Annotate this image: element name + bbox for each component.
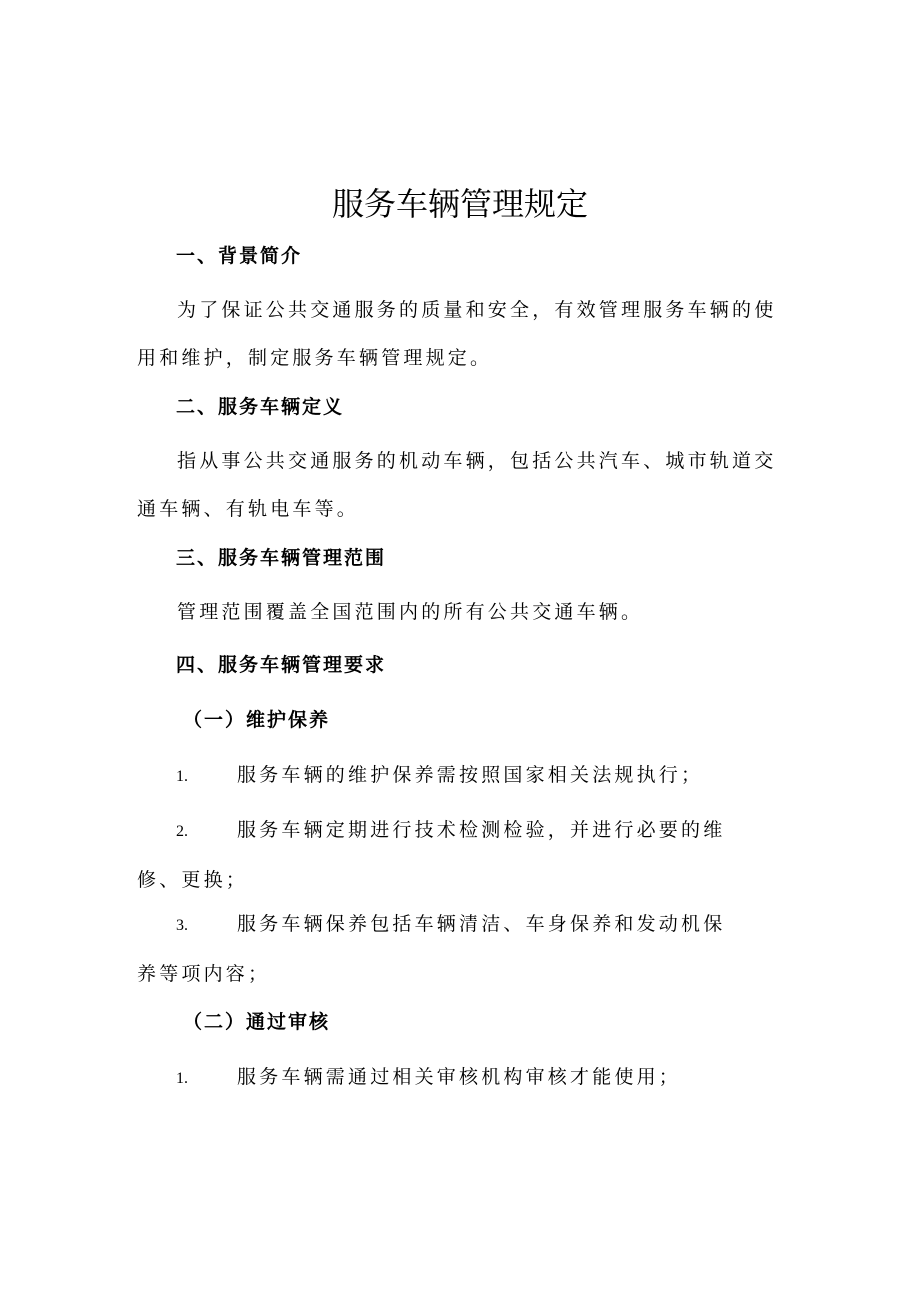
section-heading-background: 一、背景简介 (176, 245, 303, 267)
subsection-heading-review: （二）通过审核 (183, 1011, 331, 1033)
list-item (137, 751, 747, 801)
list-item-text: 服务车辆需通过相关审核机构审核才能使用； (237, 1066, 682, 1088)
section-paragraph-definition: 指从事公共交通服务的机动车辆，包括公共汽车、城市轨道交通车辆、有轨电车等。 (137, 450, 777, 520)
section-heading-scope: 三、服务车辆管理范围 (176, 547, 387, 569)
list-item (137, 806, 747, 904)
section-paragraph-scope: 管理范围覆盖全国范围内的所有公共交通车辆。 (177, 601, 644, 623)
section-paragraph-background: 为了保证公共交通服务的质量和安全，有效管理服务车辆的使用和维护，制定服务车辆管理规定。 (137, 299, 777, 369)
list-item (137, 1053, 747, 1103)
list-item-number: 1. (176, 768, 188, 785)
subsection-heading-maintenance: （一）维护保养 (183, 709, 331, 731)
list-item-text: 服务车辆保养包括车辆清洁、车身保养和发动机保养等项内容； (137, 913, 726, 985)
section-heading-requirements: 四、服务车辆管理要求 (176, 654, 387, 676)
list-item-number: 1. (176, 1070, 188, 1087)
document-title: 服务车辆管理规定 (331, 185, 588, 223)
list-item-number: 2. (176, 823, 188, 840)
list-item-number: 3. (176, 917, 188, 934)
list-item-text: 服务车辆定期进行技术检测检验，并进行必要的维修、更换； (137, 819, 726, 891)
list-item-text: 服务车辆的维护保养需按照国家相关法规执行； (237, 764, 704, 786)
list-item (137, 900, 747, 998)
section-heading-definition: 二、服务车辆定义 (176, 396, 345, 418)
